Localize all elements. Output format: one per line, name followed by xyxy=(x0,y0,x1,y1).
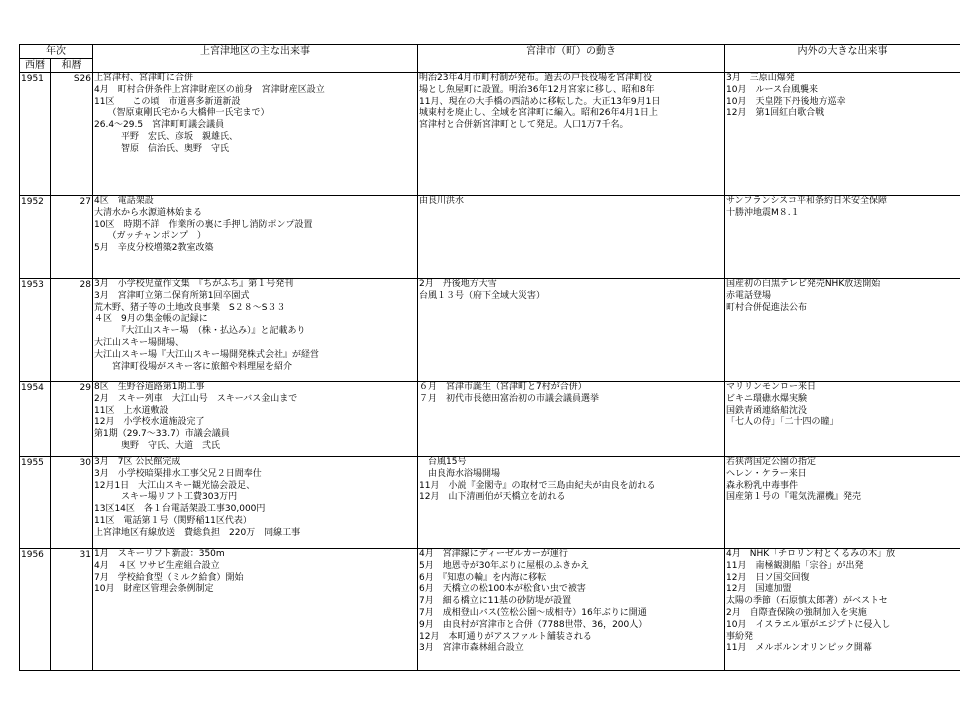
western-year-header: 西暦 xyxy=(20,59,51,73)
world-event-cell: 国産初の白黒テレビ発売NHK放送開始 赤電話登場 町村合併促進法公布 xyxy=(725,279,960,382)
japanese-year: S26 xyxy=(51,73,93,196)
japanese-year: 31 xyxy=(51,549,93,671)
city-event-cell: 台風15号 由良海水浴場開場 11月 小説『金閣寺』の取材で三島由紀夫が由良を訪れる 12月 山下清画伯が天橋立を訪れる xyxy=(418,457,725,549)
japanese-year: 28 xyxy=(51,279,93,382)
table-row xyxy=(20,279,960,382)
western-year: 1956 xyxy=(20,549,51,671)
japanese-year-header: 和暦 xyxy=(51,59,93,73)
table-row xyxy=(20,73,960,196)
local-event-cell: 1月 スキーリフト新設：350m 4月 ４区 ワサビ生産組合設立 7月 学校給食型（ミルク給食）開始 10月 財産区管理会条例制定 xyxy=(93,549,418,671)
western-year: 1954 xyxy=(20,382,51,457)
city-event-cell: 4月 宮津線にディーゼルカーが運行 5月 地恩寺が30年ぶりに屋根のふきかえ 6月 『知恵の輪』を内海に移転 6月 天橋立の松100本が松食い虫で被害 7月 細る橋立に11基の砂防堤が設置 7月 成相登山バス(笠松公園～成相寺）16年ぶりに開通 9月 由良村が宮津市と合併（7788世帯、36，200人） 12月 本町通りがアスファルト舗装される 3月 宮津市森林組合設立 xyxy=(418,549,725,671)
world-event-cell: 3月 三原山爆発 10月 ルース台風襲来 10月 天皇陛下丹後地方巡幸 12月 第1回紅白歌合戦 xyxy=(725,73,960,196)
table-row xyxy=(20,549,960,671)
japanese-year: 27 xyxy=(51,196,93,279)
header-row-top xyxy=(20,45,960,59)
western-year: 1955 xyxy=(20,457,51,549)
japanese-year: 30 xyxy=(51,457,93,549)
city-events-header: 宮津市（町）の動き xyxy=(418,45,725,73)
local-event-cell: 4区 電話架設 大清水から水源道林始まる 10区 時期不詳 作業所の裏に手押し消防ポンプ設置 （ガッチャンポンプ ） 5月 辛皮分校増築2教室改築 xyxy=(93,196,418,279)
world-event-cell: サンフランシスコ平和条約日米安全保障 十勝沖地震M８.１ xyxy=(725,196,960,279)
city-event-cell: 2月 丹後地方大雪 台風１３号（府下全域大災害） xyxy=(418,279,725,382)
western-year: 1953 xyxy=(20,279,51,382)
city-event-cell: ６月 宮津市誕生（宮津町と7村が合併） ７月 初代市長徳田富治初の市議会議員選挙 xyxy=(418,382,725,457)
local-event-cell: 上宮津村、宮津町に合併 4月 町村合併条件上宮津財産区の前身 宮津財産区設立 11区 この頃 市道喜多新道新設 （智原東剛氏宅から大橋伸一氏宅まで） 26.4～29.5 宮津町町議会議員 平野 宏氏、彦坂 親雄氏、 智原 信治氏、奥野 守氏 xyxy=(93,73,418,196)
world-event-cell: 若狭湾国定公園の指定 ヘレン・ケラー来日 森永粉乳中毒事件 国産第１号の『電気洗濯機』発売 xyxy=(725,457,960,549)
local-event-cell: 3月 7区 公民館完成 3月 小学校暗渠排水工事父兄２日間奉仕 12月1日 大江山スキー観光協会設足、 スキー場リフト工費303万円 13区14区 各１台電話架設工事30,000円 11区 電話第１号（関野稲11区代表） 上宮津地区有線放送 費総負担 220万 同線工事 xyxy=(93,457,418,549)
western-year: 1952 xyxy=(20,196,51,279)
world-events-header: 内外の大きな出来事 xyxy=(725,45,960,73)
world-event-cell: 4月 NHK「チロリン村とくるみの木」放 11月 南極観測船「宗谷」が出発 12月 日ソ国交回復 12月 国連加盟 太陽の季節（石原慎太郎著）がベストセ 2月 自際査保険の強制加入を実施 10月 イスラエル軍がエジプトに侵入し 事紛発 11月 メルボルンオリンピック開幕 xyxy=(725,549,960,671)
japanese-year: 29 xyxy=(51,382,93,457)
city-event-cell: 由良川洪水 xyxy=(418,196,725,279)
chronology-table xyxy=(19,44,960,671)
western-year: 1951 xyxy=(20,73,51,196)
city-event-cell: 明治23年4月市町村制が発布。過去の戸長役場を宮津町役 場とし魚屋町に設置。明治36年12月宮家に移し、昭和8年 11月、現在の大手橋の西詰めに移転した。大正13年9月1日 城東村を廃止し、全域を宮津町に編入。昭和26年4月1日上 宮津村と合併新宮津町として発足。人口1万7千名。 xyxy=(418,73,725,196)
era-header: 年次 xyxy=(20,45,93,59)
world-event-cell: マリリンモンロー来日 ビキニ環礁水爆実験 国鉄青函連絡船沈没 「七人の侍」「二十四の瞳」 xyxy=(725,382,960,457)
table-row xyxy=(20,382,960,457)
local-event-cell: 8区 生野谷道路第1期工事 2月 スキー列車 大江山号 スキーバス金山まで 11区 上水道敷設 12月 小学校水道施設完了 第1期（29.7～33.7）市議会議員 奥野 守氏、大道 弐氏 xyxy=(93,382,418,457)
local-event-cell: 3月 小学校児童作文集 『ちがふち』第１号発刊 3月 宮津町立第二保育所第1回卒園式 荒木野、猪子等の土地改良事業 S２８～S３３ ４区 9月の集金帳の記録に 『大江山スキー場 （株・払込み）』と記載あり 大江山スキー場開場、 大江山スキー場『大江山スキー場開発株式会社』が経営 宮津町役場がスキー客に旅館や料理屋を紹介 xyxy=(93,279,418,382)
table-row xyxy=(20,196,960,279)
local-events-header: 上宮津地区の主な出来事 xyxy=(93,45,418,73)
table-row xyxy=(20,457,960,549)
